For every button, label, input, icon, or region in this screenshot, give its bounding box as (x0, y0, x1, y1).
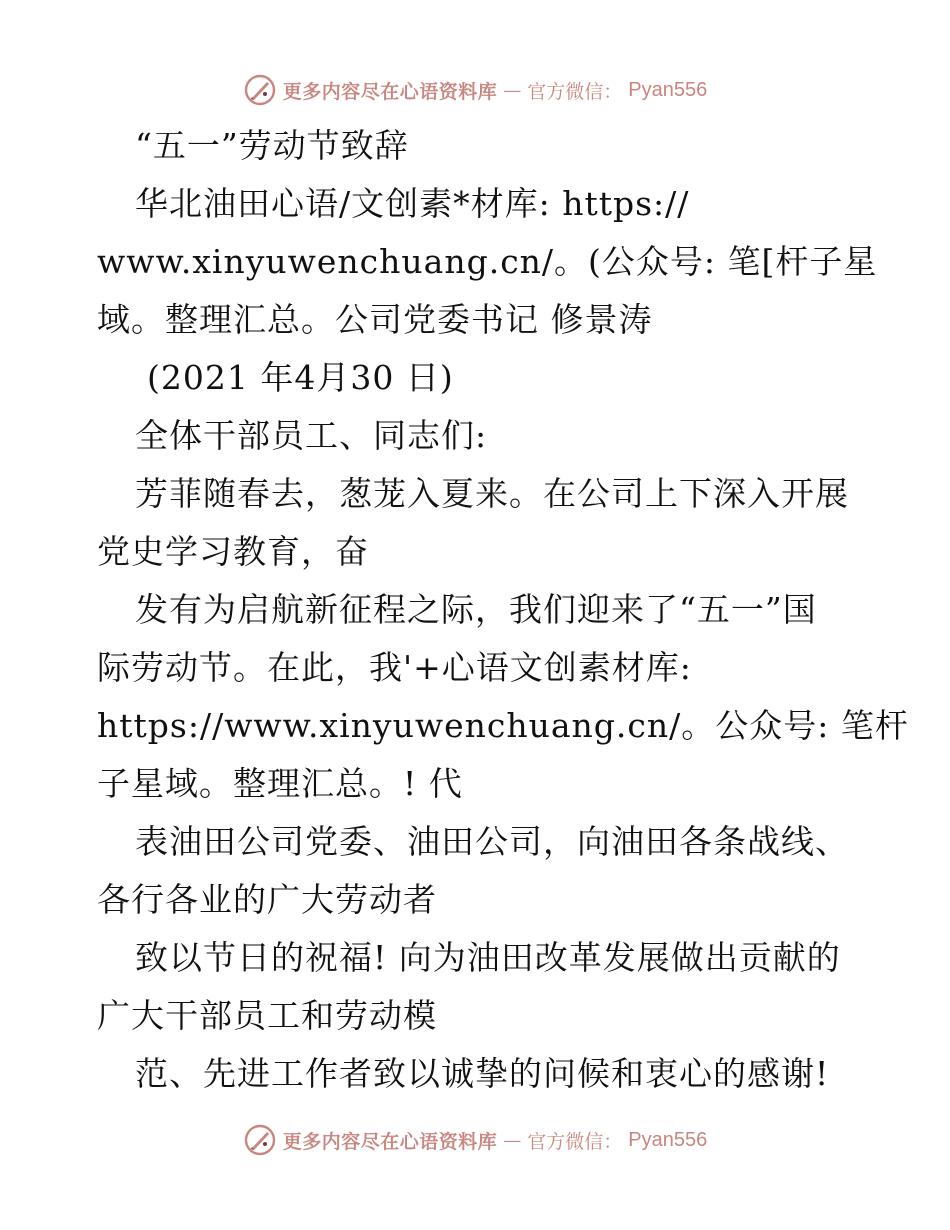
doc-line: www.xinyuwenchuang.cn/。(公众号: 笔[杆子星 (97, 242, 878, 281)
watermark-dash: — (503, 1129, 522, 1151)
doc-salutation: 全体干部员工、同志们: (135, 416, 488, 455)
doc-line: 各行各业的广大劳动者 (97, 880, 437, 919)
wechat-label: 官方微信： (527, 1130, 623, 1153)
doc-line: https://www.xinyuwenchuang.cn/。公众号: 笔杆 (97, 706, 909, 745)
wechat-label: 官方微信： (527, 80, 623, 103)
doc-line: 芳菲随春去，葱茏入夏来。在公司上下深入开展 (135, 474, 849, 513)
doc-line: 发有为启航新征程之际，我们迎来了“五一”国 (135, 590, 817, 629)
header-watermark-banner (0, 70, 950, 110)
doc-line: 表油田公司党委、油田公司，向油田各条战线、 (135, 822, 849, 861)
doc-line: 华北油田心语/文创素*材库: https:// (135, 184, 690, 223)
doc-title: “五一”劳动节致辞 (135, 126, 409, 165)
doc-line: 范、先进工作者致以诚挚的问候和衷心的感谢! (135, 1054, 830, 1093)
doc-line: 际劳动节。在此，我'+心语文创素材库: (97, 648, 692, 687)
doc-date: (2021 年4月30 日) (147, 358, 454, 397)
document-body (97, 117, 909, 1103)
watermark-dash: — (503, 79, 522, 101)
wechat-id: Pyan556 (628, 78, 708, 101)
watermark-text: 更多内容尽在心语资料库 (282, 80, 498, 103)
doc-line: 党史学习教育，奋 (97, 532, 369, 571)
wechat-id: Pyan556 (628, 1128, 708, 1151)
doc-line: 广大干部员工和劳动模 (97, 996, 437, 1035)
doc-line: 致以节日的祝福! 向为油田改革发展做出贡献的 (135, 938, 841, 977)
footer-watermark-banner (0, 1120, 950, 1160)
watermark-text: 更多内容尽在心语资料库 (282, 1130, 498, 1153)
doc-line: 域。整理汇总。公司党委书记 修景涛 (97, 300, 653, 339)
doc-line: 子星域。整理汇总。! 代 (97, 764, 463, 803)
quill-logo-icon (243, 1123, 277, 1157)
quill-logo-icon (243, 73, 277, 107)
